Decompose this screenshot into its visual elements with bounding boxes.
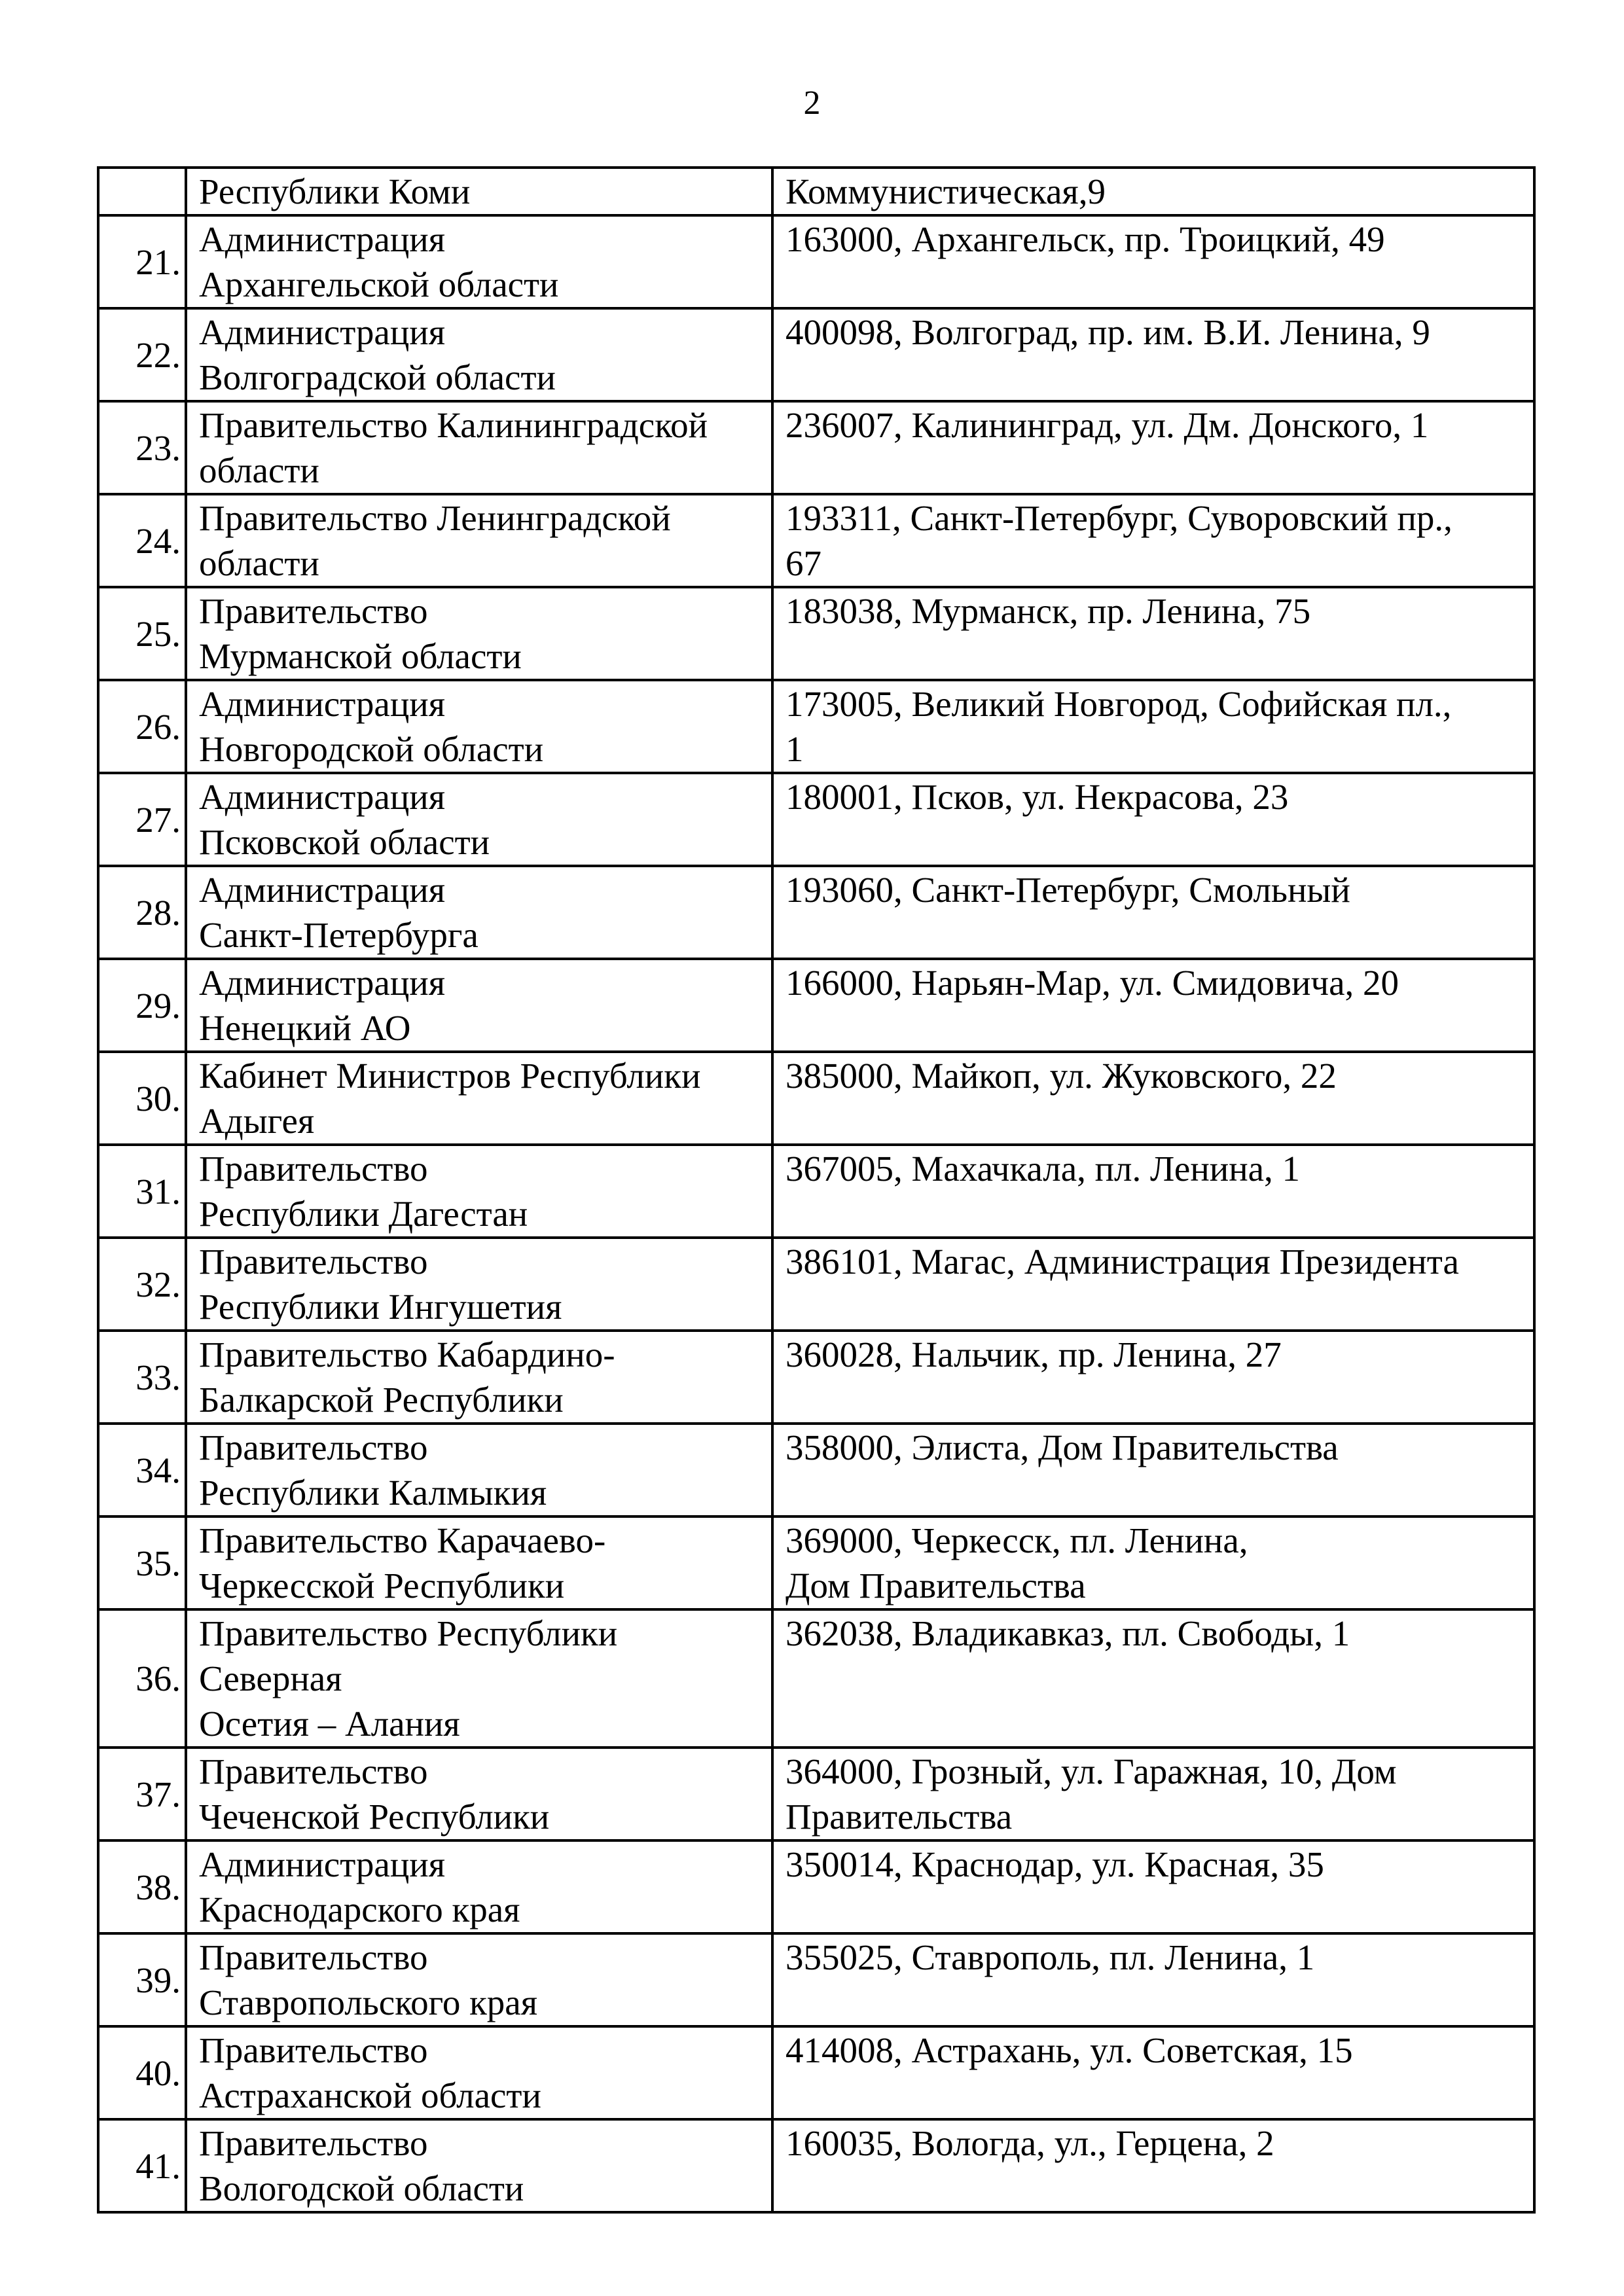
organization-name: Правительство Мурманской области xyxy=(186,587,772,680)
organization-name: Правительство Республики Ингушетия xyxy=(186,1238,772,1331)
organization-address: 193060, Санкт-Петербург, Смольный xyxy=(772,866,1534,959)
row-number: 28. xyxy=(98,866,186,959)
table-row xyxy=(98,1516,1534,1609)
organization-address: 414008, Астрахань, ул. Советская, 15 xyxy=(772,2026,1534,2119)
organization-name: Правительство Калининградской области xyxy=(186,401,772,494)
row-number: 38. xyxy=(98,1840,186,1933)
row-number: 37. xyxy=(98,1748,186,1840)
row-number: 39. xyxy=(98,1933,186,2026)
table-row xyxy=(98,680,1534,773)
organization-name: Правительство Чеченской Республики xyxy=(186,1748,772,1840)
organization-name: Администрация Краснодарского края xyxy=(186,1840,772,1933)
organization-name: Администрация Волгоградской области xyxy=(186,308,772,401)
table-row xyxy=(98,773,1534,866)
organization-address: 193311, Санкт-Петербург, Суворовский пр., 67 xyxy=(772,494,1534,587)
row-number: 32. xyxy=(98,1238,186,1331)
row-number: 40. xyxy=(98,2026,186,2119)
organization-name: Кабинет Министров Республики Адыгея xyxy=(186,1052,772,1145)
organization-address: 355025, Ставрополь, пл. Ленина, 1 xyxy=(772,1933,1534,2026)
organization-name: Правительство Карачаево- Черкесской Республики xyxy=(186,1516,772,1609)
organization-address: 385000, Майкоп, ул. Жуковского, 22 xyxy=(772,1052,1534,1145)
organization-address: 173005, Великий Новгород, Софийская пл., 1 xyxy=(772,680,1534,773)
organization-name: Правительство Республики Калмыкия xyxy=(186,1424,772,1516)
organization-address: 160035, Вологда, ул., Герцена, 2 xyxy=(772,2119,1534,2212)
row-number: 33. xyxy=(98,1331,186,1424)
organization-name: Правительство Ставропольского края xyxy=(186,1933,772,2026)
table-row xyxy=(98,1145,1534,1238)
organization-address: 364000, Грозный, ул. Гаражная, 10, Дом Правительства xyxy=(772,1748,1534,1840)
organization-name: Правительство Республики Северная Осетия – Алания xyxy=(186,1609,772,1748)
organization-address: 360028, Нальчик, пр. Ленина, 27 xyxy=(772,1331,1534,1424)
row-number: 29. xyxy=(98,959,186,1052)
page-number: 2 xyxy=(803,84,821,122)
table-row xyxy=(98,308,1534,401)
table-row xyxy=(98,1238,1534,1331)
table-row xyxy=(98,1424,1534,1516)
row-number: 31. xyxy=(98,1145,186,1238)
row-number: 24. xyxy=(98,494,186,587)
organization-address: Коммунистическая,9 xyxy=(772,168,1534,215)
organization-name: Правительство Астраханской области xyxy=(186,2026,772,2119)
organization-address: 358000, Элиста, Дом Правительства xyxy=(772,1424,1534,1516)
organization-address: 369000, Черкесск, пл. Ленина, Дом Правительства xyxy=(772,1516,1534,1609)
table-row xyxy=(98,1609,1534,1748)
organization-name: Администрация Санкт-Петербурга xyxy=(186,866,772,959)
organization-name: Республики Коми xyxy=(186,168,772,215)
row-number: 22. xyxy=(98,308,186,401)
organization-address: 236007, Калининград, ул. Дм. Донского, 1 xyxy=(772,401,1534,494)
table-row xyxy=(98,1748,1534,1840)
organization-address: 166000, Нарьян-Мар, ул. Смидовича, 20 xyxy=(772,959,1534,1052)
row-number: 30. xyxy=(98,1052,186,1145)
organization-name: Правительство Вологодской области xyxy=(186,2119,772,2212)
address-table xyxy=(97,166,1536,2214)
organization-name: Администрация Новгородской области xyxy=(186,680,772,773)
table-row xyxy=(98,1052,1534,1145)
table-row xyxy=(98,215,1534,308)
row-number xyxy=(98,168,186,215)
row-number: 35. xyxy=(98,1516,186,1609)
row-number: 41. xyxy=(98,2119,186,2212)
table-row xyxy=(98,2119,1534,2212)
row-number: 34. xyxy=(98,1424,186,1516)
organization-address: 163000, Архангельск, пр. Троицкий, 49 xyxy=(772,215,1534,308)
table-row xyxy=(98,2026,1534,2119)
organization-address: 350014, Краснодар, ул. Красная, 35 xyxy=(772,1840,1534,1933)
organization-address: 362038, Владикавказ, пл. Свободы, 1 xyxy=(772,1609,1534,1748)
row-number: 26. xyxy=(98,680,186,773)
table-row xyxy=(98,959,1534,1052)
table-row xyxy=(98,168,1534,215)
organization-name: Правительство Ленинградской области xyxy=(186,494,772,587)
row-number: 36. xyxy=(98,1609,186,1748)
organization-name: Правительство Республики Дагестан xyxy=(186,1145,772,1238)
organization-name: Правительство Кабардино- Балкарской Республики xyxy=(186,1331,772,1424)
table-row xyxy=(98,1840,1534,1933)
table-row xyxy=(98,401,1534,494)
row-number: 21. xyxy=(98,215,186,308)
table-row xyxy=(98,587,1534,680)
table-row xyxy=(98,1933,1534,2026)
organization-address: 180001, Псков, ул. Некрасова, 23 xyxy=(772,773,1534,866)
organization-name: Администрация Архангельской области xyxy=(186,215,772,308)
organization-address: 367005, Махачкала, пл. Ленина, 1 xyxy=(772,1145,1534,1238)
organization-name: Администрация Ненецкий АО xyxy=(186,959,772,1052)
table-row xyxy=(98,866,1534,959)
organization-name: Администрация Псковской области xyxy=(186,773,772,866)
organization-address: 183038, Мурманск, пр. Ленина, 75 xyxy=(772,587,1534,680)
organization-address: 400098, Волгоград, пр. им. В.И. Ленина, 9 xyxy=(772,308,1534,401)
table-row xyxy=(98,494,1534,587)
organization-address: 386101, Магас, Администрация Президента xyxy=(772,1238,1534,1331)
row-number: 25. xyxy=(98,587,186,680)
table-row xyxy=(98,1331,1534,1424)
row-number: 23. xyxy=(98,401,186,494)
row-number: 27. xyxy=(98,773,186,866)
